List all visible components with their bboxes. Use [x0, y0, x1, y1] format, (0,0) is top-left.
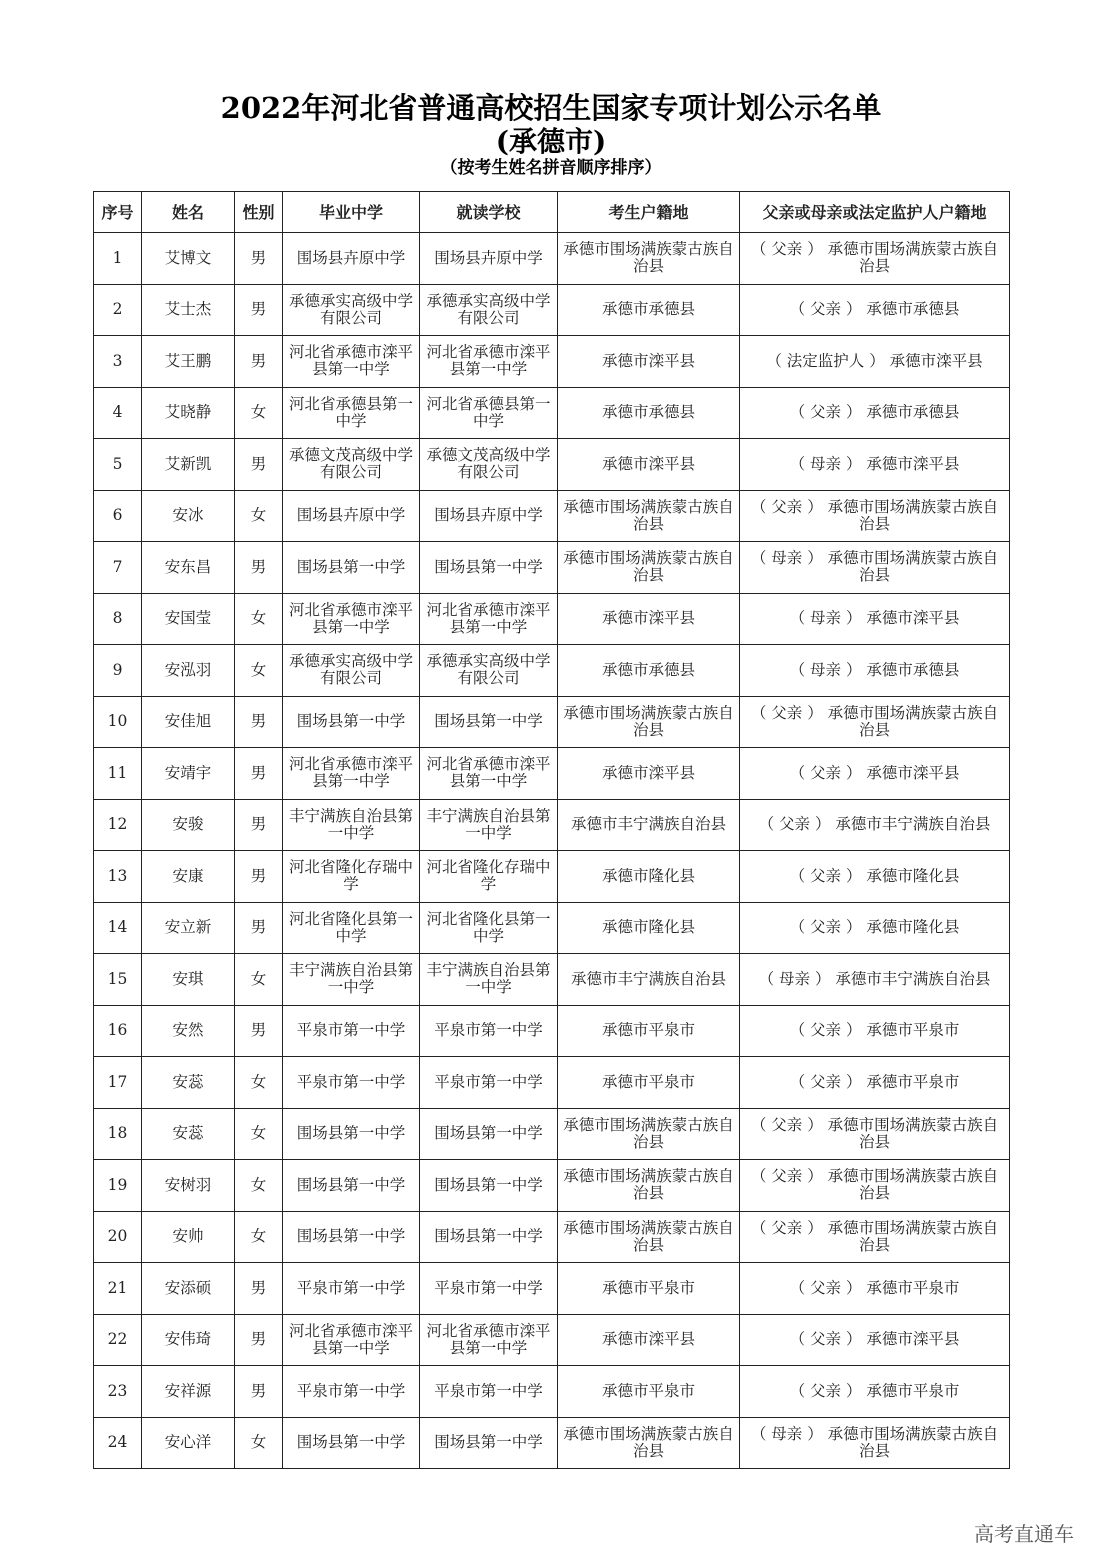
col-header-graduated-school: 毕业中学	[283, 192, 420, 233]
table-row	[94, 748, 1010, 800]
cell-graduated-school: 围场县卉原中学	[283, 233, 420, 285]
cell-current-school: 围场县第一中学	[420, 1417, 558, 1469]
cell-name: 艾新凯	[142, 439, 235, 491]
cell-index: 4	[94, 387, 142, 439]
table-header-row	[94, 192, 1010, 233]
col-header-gender: 性别	[235, 192, 283, 233]
cell-student-hukou: 承德市丰宁满族自治县	[558, 799, 740, 851]
table-row	[94, 1314, 1010, 1366]
cell-index: 22	[94, 1314, 142, 1366]
cell-gender: 女	[235, 645, 283, 697]
cell-student-hukou: 承德市承德县	[558, 645, 740, 697]
cell-student-hukou: 承德市平泉市	[558, 1366, 740, 1418]
cell-guardian-hukou: （ 父亲 ） 承德市围场满族蒙古族自治县	[740, 233, 1010, 285]
cell-gender: 男	[235, 696, 283, 748]
cell-gender: 男	[235, 799, 283, 851]
cell-gender: 男	[235, 1005, 283, 1057]
cell-current-school: 河北省承德市滦平县第一中学	[420, 336, 558, 388]
cell-graduated-school: 平泉市第一中学	[283, 1366, 420, 1418]
cell-name: 安祥源	[142, 1366, 235, 1418]
cell-guardian-hukou: （ 父亲 ） 承德市承德县	[740, 387, 1010, 439]
cell-name: 安蕊	[142, 1057, 235, 1109]
table-row	[94, 439, 1010, 491]
cell-current-school: 河北省承德市滦平县第一中学	[420, 593, 558, 645]
col-header-guardian-hukou: 父亲或母亲或法定监护人户籍地	[740, 192, 1010, 233]
table-row	[94, 799, 1010, 851]
cell-current-school: 承德文茂高级中学有限公司	[420, 439, 558, 491]
cell-gender: 女	[235, 1417, 283, 1469]
cell-graduated-school: 河北省隆化县第一中学	[283, 902, 420, 954]
cell-guardian-hukou: （ 母亲 ） 承德市承德县	[740, 645, 1010, 697]
cell-graduated-school: 围场县第一中学	[283, 1211, 420, 1263]
cell-guardian-hukou: （ 父亲 ） 承德市隆化县	[740, 851, 1010, 903]
cell-guardian-hukou: （ 父亲 ） 承德市平泉市	[740, 1263, 1010, 1315]
cell-guardian-hukou: （ 母亲 ） 承德市丰宁满族自治县	[740, 954, 1010, 1006]
cell-name: 安国莹	[142, 593, 235, 645]
cell-gender: 男	[235, 284, 283, 336]
cell-guardian-hukou: （ 父亲 ） 承德市围场满族蒙古族自治县	[740, 490, 1010, 542]
cell-student-hukou: 承德市围场满族蒙古族自治县	[558, 1211, 740, 1263]
cell-name: 安冰	[142, 490, 235, 542]
cell-index: 20	[94, 1211, 142, 1263]
cell-graduated-school: 河北省承德市滦平县第一中学	[283, 748, 420, 800]
table-row	[94, 954, 1010, 1006]
table-row	[94, 1366, 1010, 1418]
table-row	[94, 542, 1010, 594]
cell-gender: 女	[235, 1108, 283, 1160]
cell-index: 24	[94, 1417, 142, 1469]
col-header-index: 序号	[94, 192, 142, 233]
cell-current-school: 平泉市第一中学	[420, 1366, 558, 1418]
cell-current-school: 平泉市第一中学	[420, 1005, 558, 1057]
cell-guardian-hukou: （ 父亲 ） 承德市平泉市	[740, 1366, 1010, 1418]
cell-name: 安添硕	[142, 1263, 235, 1315]
cell-guardian-hukou: （ 父亲 ） 承德市丰宁满族自治县	[740, 799, 1010, 851]
table-row	[94, 1108, 1010, 1160]
cell-student-hukou: 承德市平泉市	[558, 1057, 740, 1109]
cell-index: 15	[94, 954, 142, 1006]
cell-graduated-school: 河北省隆化存瑞中学	[283, 851, 420, 903]
cell-name: 艾晓静	[142, 387, 235, 439]
cell-current-school: 围场县第一中学	[420, 1108, 558, 1160]
cell-index: 8	[94, 593, 142, 645]
cell-current-school: 河北省承德市滦平县第一中学	[420, 748, 558, 800]
cell-guardian-hukou: （ 父亲 ） 承德市围场满族蒙古族自治县	[740, 1160, 1010, 1212]
cell-graduated-school: 围场县第一中学	[283, 696, 420, 748]
cell-graduated-school: 围场县第一中学	[283, 542, 420, 594]
cell-index: 13	[94, 851, 142, 903]
table-row	[94, 233, 1010, 285]
cell-graduated-school: 河北省承德市滦平县第一中学	[283, 1314, 420, 1366]
cell-name: 安康	[142, 851, 235, 903]
cell-graduated-school: 平泉市第一中学	[283, 1263, 420, 1315]
table-row	[94, 1417, 1010, 1469]
cell-current-school: 围场县第一中学	[420, 1211, 558, 1263]
cell-guardian-hukou: （ 法定监护人 ） 承德市滦平县	[740, 336, 1010, 388]
cell-guardian-hukou: （ 母亲 ） 承德市滦平县	[740, 593, 1010, 645]
table-row	[94, 902, 1010, 954]
cell-student-hukou: 承德市承德县	[558, 387, 740, 439]
cell-current-school: 承德承实高级中学有限公司	[420, 645, 558, 697]
table-row	[94, 336, 1010, 388]
cell-index: 7	[94, 542, 142, 594]
cell-graduated-school: 围场县第一中学	[283, 1108, 420, 1160]
cell-index: 10	[94, 696, 142, 748]
watermark: 高考直通车	[974, 1522, 1074, 1546]
cell-student-hukou: 承德市围场满族蒙古族自治县	[558, 1160, 740, 1212]
cell-gender: 女	[235, 593, 283, 645]
cell-current-school: 承德承实高级中学有限公司	[420, 284, 558, 336]
cell-gender: 女	[235, 1160, 283, 1212]
cell-guardian-hukou: （ 父亲 ） 承德市围场满族蒙古族自治县	[740, 1108, 1010, 1160]
cell-current-school: 围场县卉原中学	[420, 490, 558, 542]
cell-guardian-hukou: （ 母亲 ） 承德市滦平县	[740, 439, 1010, 491]
cell-index: 12	[94, 799, 142, 851]
cell-graduated-school: 围场县第一中学	[283, 1160, 420, 1212]
cell-gender: 男	[235, 902, 283, 954]
cell-index: 2	[94, 284, 142, 336]
cell-graduated-school: 承德承实高级中学有限公司	[283, 284, 420, 336]
cell-graduated-school: 丰宁满族自治县第一中学	[283, 799, 420, 851]
cell-current-school: 丰宁满族自治县第一中学	[420, 799, 558, 851]
cell-current-school: 平泉市第一中学	[420, 1263, 558, 1315]
cell-name: 艾士杰	[142, 284, 235, 336]
cell-gender: 男	[235, 748, 283, 800]
cell-name: 安然	[142, 1005, 235, 1057]
table-row	[94, 696, 1010, 748]
cell-current-school: 围场县卉原中学	[420, 233, 558, 285]
cell-student-hukou: 承德市围场满族蒙古族自治县	[558, 1417, 740, 1469]
table-row	[94, 645, 1010, 697]
cell-gender: 男	[235, 1366, 283, 1418]
cell-student-hukou: 承德市围场满族蒙古族自治县	[558, 696, 740, 748]
cell-gender: 女	[235, 490, 283, 542]
cell-gender: 女	[235, 1211, 283, 1263]
cell-guardian-hukou: （ 父亲 ） 承德市围场满族蒙古族自治县	[740, 1211, 1010, 1263]
table-row	[94, 284, 1010, 336]
cell-index: 18	[94, 1108, 142, 1160]
cell-index: 23	[94, 1366, 142, 1418]
cell-index: 17	[94, 1057, 142, 1109]
cell-student-hukou: 承德市平泉市	[558, 1263, 740, 1315]
cell-student-hukou: 承德市滦平县	[558, 439, 740, 491]
table-row	[94, 851, 1010, 903]
cell-guardian-hukou: （ 母亲 ） 承德市围场满族蒙古族自治县	[740, 1417, 1010, 1469]
cell-student-hukou: 承德市承德县	[558, 284, 740, 336]
cell-name: 安伟琦	[142, 1314, 235, 1366]
cell-guardian-hukou: （ 母亲 ） 承德市围场满族蒙古族自治县	[740, 542, 1010, 594]
cell-guardian-hukou: （ 父亲 ） 承德市平泉市	[740, 1005, 1010, 1057]
cell-index: 5	[94, 439, 142, 491]
cell-graduated-school: 平泉市第一中学	[283, 1057, 420, 1109]
cell-name: 安心洋	[142, 1417, 235, 1469]
cell-graduated-school: 河北省承德市滦平县第一中学	[283, 593, 420, 645]
cell-student-hukou: 承德市围场满族蒙古族自治县	[558, 233, 740, 285]
cell-gender: 男	[235, 1263, 283, 1315]
table-row	[94, 1160, 1010, 1212]
table-row	[94, 1263, 1010, 1315]
cell-graduated-school: 承德文茂高级中学有限公司	[283, 439, 420, 491]
cell-name: 安帅	[142, 1211, 235, 1263]
table-row	[94, 1057, 1010, 1109]
col-header-current-school: 就读学校	[420, 192, 558, 233]
cell-graduated-school: 围场县卉原中学	[283, 490, 420, 542]
cell-index: 19	[94, 1160, 142, 1212]
sort-note: （按考生姓名拼音顺序排序）	[440, 158, 662, 178]
cell-index: 11	[94, 748, 142, 800]
cell-index: 3	[94, 336, 142, 388]
cell-name: 安佳旭	[142, 696, 235, 748]
cell-gender: 男	[235, 1314, 283, 1366]
table-row	[94, 387, 1010, 439]
cell-name: 安泓羽	[142, 645, 235, 697]
cell-graduated-school: 河北省承德县第一中学	[283, 387, 420, 439]
cell-graduated-school: 围场县第一中学	[283, 1417, 420, 1469]
cell-guardian-hukou: （ 父亲 ） 承德市平泉市	[740, 1057, 1010, 1109]
cell-graduated-school: 河北省承德市滦平县第一中学	[283, 336, 420, 388]
table-row	[94, 1211, 1010, 1263]
cell-gender: 女	[235, 1057, 283, 1109]
cell-graduated-school: 平泉市第一中学	[283, 1005, 420, 1057]
cell-gender: 男	[235, 233, 283, 285]
cell-student-hukou: 承德市丰宁满族自治县	[558, 954, 740, 1006]
table-row	[94, 490, 1010, 542]
cell-current-school: 平泉市第一中学	[420, 1057, 558, 1109]
cell-guardian-hukou: （ 父亲 ） 承德市滦平县	[740, 1314, 1010, 1366]
cell-name: 安琪	[142, 954, 235, 1006]
cell-index: 14	[94, 902, 142, 954]
cell-current-school: 围场县第一中学	[420, 1160, 558, 1212]
col-header-name: 姓名	[142, 192, 235, 233]
cell-gender: 男	[235, 542, 283, 594]
cell-index: 1	[94, 233, 142, 285]
page-title: 2022年河北省普通高校招生国家专项计划公示名单	[220, 91, 882, 125]
cell-current-school: 丰宁满族自治县第一中学	[420, 954, 558, 1006]
cell-gender: 男	[235, 336, 283, 388]
cell-student-hukou: 承德市隆化县	[558, 902, 740, 954]
cell-current-school: 围场县第一中学	[420, 542, 558, 594]
table-row	[94, 1005, 1010, 1057]
cell-index: 16	[94, 1005, 142, 1057]
cell-index: 21	[94, 1263, 142, 1315]
cell-guardian-hukou: （ 父亲 ） 承德市承德县	[740, 284, 1010, 336]
cell-guardian-hukou: （ 父亲 ） 承德市隆化县	[740, 902, 1010, 954]
cell-name: 安立新	[142, 902, 235, 954]
cell-gender: 男	[235, 439, 283, 491]
cell-student-hukou: 承德市围场满族蒙古族自治县	[558, 542, 740, 594]
cell-student-hukou: 承德市围场满族蒙古族自治县	[558, 490, 740, 542]
cell-index: 9	[94, 645, 142, 697]
roster-table	[93, 191, 1010, 1469]
cell-graduated-school: 丰宁满族自治县第一中学	[283, 954, 420, 1006]
cell-name: 安东昌	[142, 542, 235, 594]
cell-guardian-hukou: （ 父亲 ） 承德市滦平县	[740, 748, 1010, 800]
cell-current-school: 围场县第一中学	[420, 696, 558, 748]
cell-gender: 女	[235, 954, 283, 1006]
cell-gender: 男	[235, 851, 283, 903]
cell-name: 安骏	[142, 799, 235, 851]
cell-student-hukou: 承德市平泉市	[558, 1005, 740, 1057]
table-row	[94, 593, 1010, 645]
cell-name: 艾博文	[142, 233, 235, 285]
cell-current-school: 河北省承德市滦平县第一中学	[420, 1314, 558, 1366]
cell-name: 艾王鹏	[142, 336, 235, 388]
page-subtitle: (承德市)	[495, 125, 607, 158]
cell-current-school: 河北省隆化县第一中学	[420, 902, 558, 954]
cell-student-hukou: 承德市滦平县	[558, 748, 740, 800]
cell-student-hukou: 承德市围场满族蒙古族自治县	[558, 1108, 740, 1160]
cell-student-hukou: 承德市滦平县	[558, 1314, 740, 1366]
cell-current-school: 河北省承德县第一中学	[420, 387, 558, 439]
cell-name: 安树羽	[142, 1160, 235, 1212]
cell-student-hukou: 承德市隆化县	[558, 851, 740, 903]
cell-current-school: 河北省隆化存瑞中学	[420, 851, 558, 903]
cell-graduated-school: 承德承实高级中学有限公司	[283, 645, 420, 697]
cell-guardian-hukou: （ 父亲 ） 承德市围场满族蒙古族自治县	[740, 696, 1010, 748]
cell-gender: 女	[235, 387, 283, 439]
col-header-student-hukou: 考生户籍地	[558, 192, 740, 233]
cell-name: 安靖宇	[142, 748, 235, 800]
cell-student-hukou: 承德市滦平县	[558, 593, 740, 645]
cell-student-hukou: 承德市滦平县	[558, 336, 740, 388]
cell-name: 安蕊	[142, 1108, 235, 1160]
cell-index: 6	[94, 490, 142, 542]
